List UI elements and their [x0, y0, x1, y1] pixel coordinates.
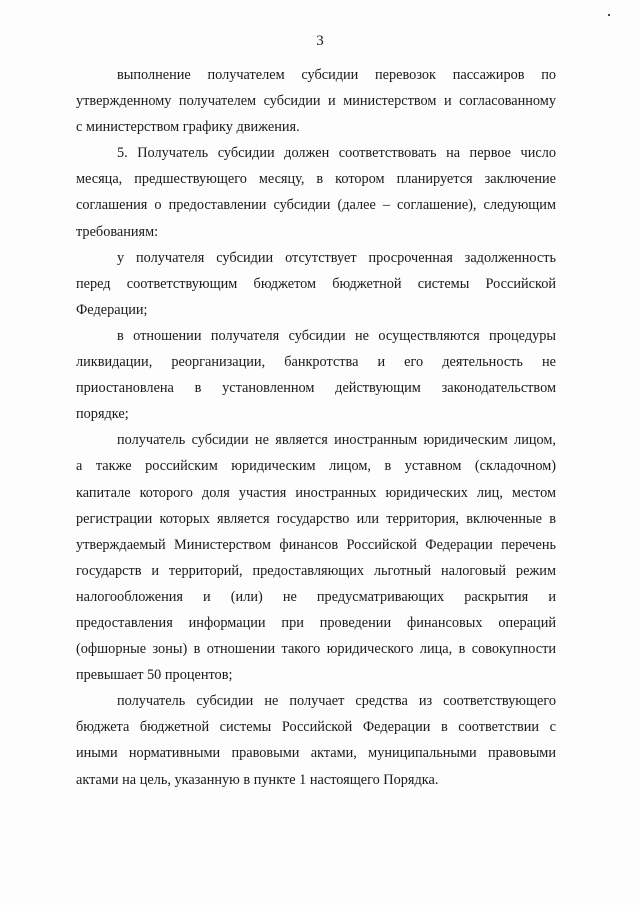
- text-line: предоставления информации при проведении финансовых операций: [76, 614, 556, 631]
- paragraph: [76, 245, 556, 323]
- scan-speck: [608, 14, 610, 16]
- text-line: регистрации которых является государство или территория, включенные в: [76, 510, 556, 527]
- page-number: 3: [316, 33, 324, 49]
- paragraph: [76, 140, 556, 244]
- text-line: месяца, предшествующего месяцу, в котором планируется заключение: [76, 171, 556, 188]
- text-line: государств и территорий, предоставляющих льготный налоговый режим: [76, 562, 556, 579]
- paragraph: [76, 427, 556, 688]
- text-line: утвержденному получателем субсидии и министерством и согласованному: [76, 93, 556, 110]
- text-line: получатель субсидии не является иностранным юридическим лицом,: [117, 432, 556, 449]
- text-line: (офшорные зоны) в отношении такого юридического лица, в совокупности: [76, 641, 556, 658]
- text-line: в отношении получателя субсидии не осуществляются процедуры: [117, 327, 556, 344]
- text-line: иными нормативными правовыми актами, муниципальными правовыми: [76, 745, 556, 762]
- text-line: получатель субсидии не получает средства из соответствующего: [117, 693, 556, 710]
- text-line: у получателя субсидии отсутствует просроченная задолженность: [117, 249, 556, 266]
- text-line: Федерации;: [76, 301, 148, 318]
- text-line: выполнение получателем субсидии перевозок пассажиров по: [117, 67, 556, 83]
- text-line: превышает 50 процентов;: [76, 667, 233, 684]
- text-line: соглашения о предоставлении субсидии (далее – соглашение), следующим: [76, 197, 556, 214]
- paragraph: [76, 688, 556, 792]
- text-line: а также российским юридическим лицом, в уставном (складочном): [76, 458, 556, 475]
- text-line: капитале которого доля участия иностранных юридических лиц, местом: [76, 484, 556, 501]
- document-body: [76, 62, 556, 793]
- text-line: порядке;: [76, 406, 129, 423]
- text-line: приостановлена в установленном действующим законодательством: [76, 380, 556, 397]
- text-line: бюджета бюджетной системы Российской Федерации в соответствии с: [76, 719, 556, 736]
- text-line: налогообложения и (или) не предусматривающих раскрытия и: [76, 588, 556, 605]
- text-line: утверждаемый Министерством финансов Российской Федерации перечень: [76, 536, 556, 553]
- text-line: 5. Получатель субсидии должен соответствовать на первое число: [117, 145, 556, 162]
- text-line: с министерством графику движения.: [76, 119, 300, 136]
- text-line: ликвидации, реорганизации, банкротства и его деятельность не: [76, 354, 556, 371]
- text-line: актами на цель, указанную в пункте 1 настоящего Порядка.: [76, 771, 439, 788]
- paragraph: [76, 62, 556, 140]
- text-line: перед соответствующим бюджетом бюджетной системы Российской: [76, 275, 556, 292]
- text-line: требованиям:: [76, 223, 159, 240]
- paragraph: [76, 323, 556, 427]
